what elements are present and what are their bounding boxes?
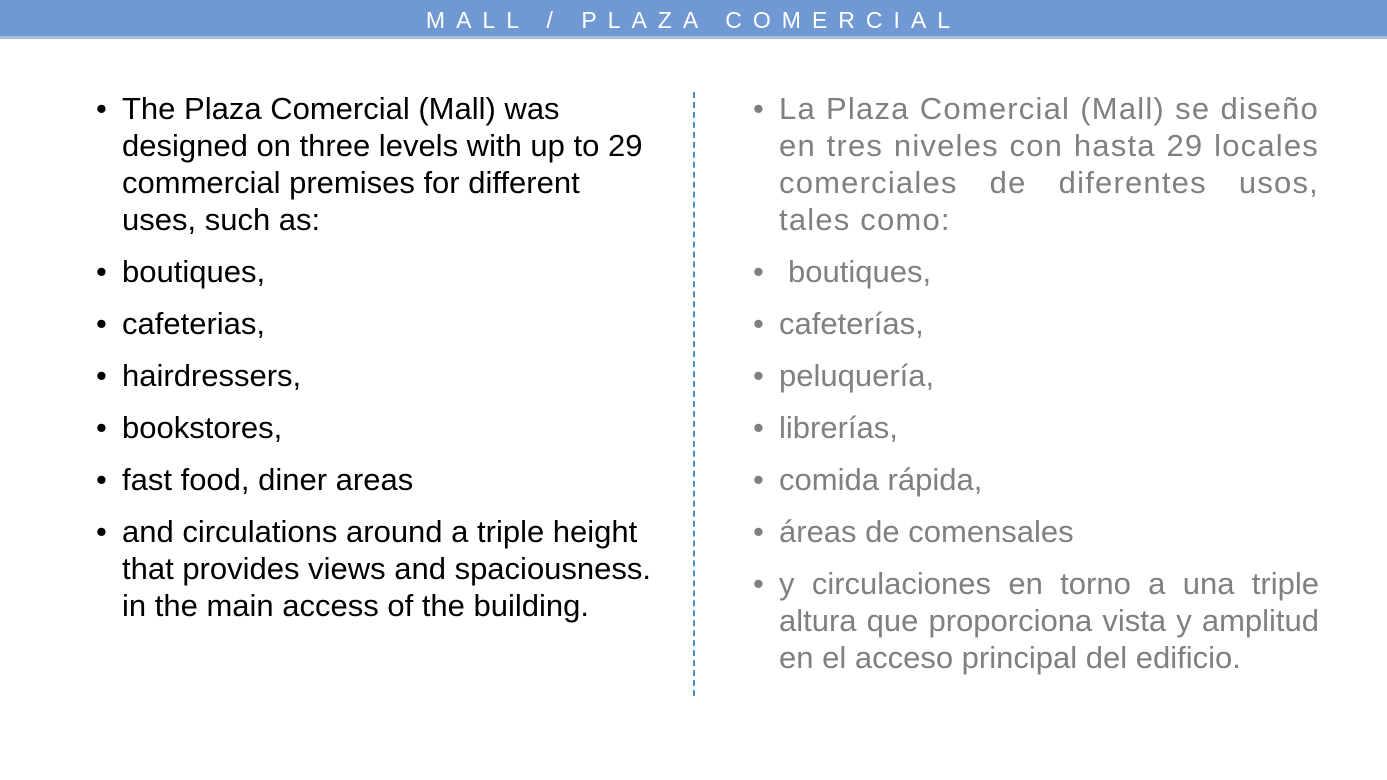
bullet-icon: •: [753, 306, 764, 341]
list-item: [96, 90, 656, 238]
spanish-item-text: áreas de comensales: [779, 514, 1074, 549]
bullet-icon: •: [753, 514, 764, 549]
list-item: [753, 357, 1319, 394]
list-item: [96, 409, 656, 446]
english-bullet-list: [96, 90, 656, 639]
bullet-icon: •: [753, 254, 764, 289]
bullet-icon: •: [753, 91, 764, 126]
spanish-item-text: comida rápida,: [779, 462, 983, 497]
list-item: [753, 461, 1319, 498]
english-item-text: cafeterias,: [122, 306, 266, 341]
spanish-bullet-list: [753, 90, 1319, 691]
spanish-item-text: cafeterías,: [779, 306, 924, 341]
bullet-icon: •: [753, 462, 764, 497]
list-item: [753, 90, 1319, 238]
bullet-icon: •: [96, 306, 107, 341]
english-item-text: fast food, diner areas: [122, 462, 414, 497]
list-item: [96, 357, 656, 394]
english-item-text: hairdressers,: [122, 358, 302, 393]
list-item: [96, 305, 656, 342]
bullet-icon: •: [96, 410, 107, 445]
list-item: [753, 565, 1319, 676]
list-item: [96, 513, 656, 624]
bullet-icon: •: [753, 566, 764, 601]
bullet-icon: •: [96, 514, 107, 549]
english-item-text: The Plaza Comercial (Mall) was designed on three levels with up to 29 commercial premises for different uses, such as:: [122, 91, 643, 237]
list-item: [96, 461, 656, 498]
spanish-item-text: y circulaciones en torno a una triple altura que proporciona vista y amplitud en el acceso principal del edificio.: [779, 566, 1319, 675]
list-item: [753, 305, 1319, 342]
list-item: [753, 409, 1319, 446]
english-item-text: boutiques,: [122, 254, 266, 289]
english-item-text: and circulations around a triple height that provides views and spaciousness. in the main access of the building.: [122, 514, 652, 623]
list-item: [96, 253, 656, 290]
bullet-icon: •: [753, 358, 764, 393]
bullet-icon: •: [753, 410, 764, 445]
bullet-icon: •: [96, 254, 107, 289]
column-divider: [693, 92, 695, 696]
spanish-item-text: boutiques,: [788, 254, 932, 289]
spanish-item-text: peluquería,: [779, 358, 935, 393]
title-bar: [0, 0, 1387, 39]
english-item-text: bookstores,: [122, 410, 283, 445]
spanish-item-text: librerías,: [779, 410, 898, 445]
bullet-icon: •: [96, 91, 107, 126]
bullet-icon: •: [96, 358, 107, 393]
spanish-item-text: La Plaza Comercial (Mall) se diseño en tres niveles con hasta 29 locales comerciales de diferentes usos, tales como:: [779, 91, 1319, 237]
list-item: [753, 513, 1319, 550]
bullet-icon: •: [96, 462, 107, 497]
slide-title: MALL / PLAZA COMERCIAL: [425, 7, 962, 33]
list-item: [753, 253, 1319, 290]
